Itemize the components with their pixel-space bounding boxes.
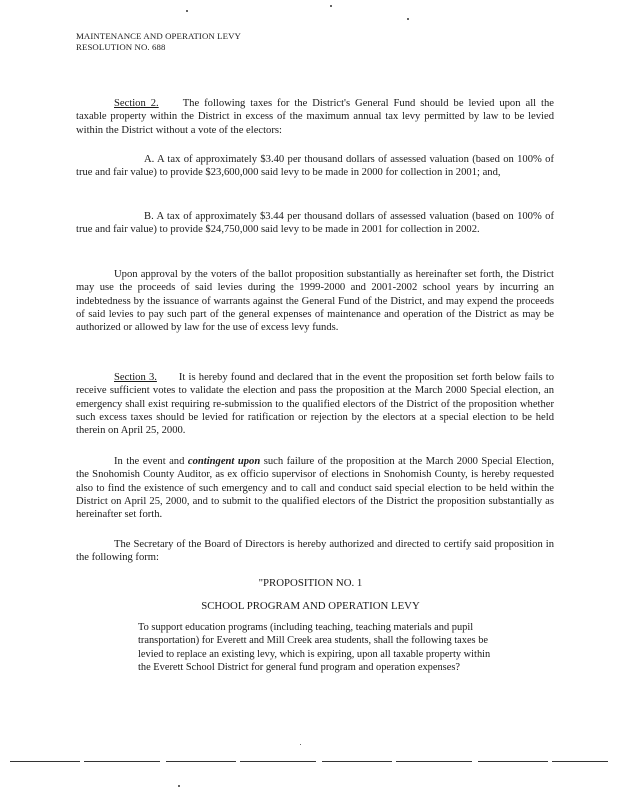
document-header bbox=[76, 31, 241, 52]
section-3-text: It is hereby found and declared that in the event the proposition set forth below fails to receive sufficient votes to validate the election and pass the proposition at the March 2000 Special election, an emergency shall exist requiring re-submission to the qualified electors of the District of the proposition whether such excess taxes should be levied for ratification or rejection by the electors at a special election to be held therein on April 25, 2000. bbox=[76, 372, 554, 437]
scan-edge-line bbox=[10, 761, 608, 762]
scan-speck bbox=[178, 785, 180, 787]
proposition-number: "PROPOSITION NO. 1 bbox=[258, 577, 363, 589]
scan-speck bbox=[300, 744, 301, 745]
secretary-paragraph bbox=[76, 538, 554, 565]
approval-text: Upon approval by the voters of the ballot proposition substantially as hereinafter set forth, the District may use the proceeds of said levies during the 1999-2000 and 2001-2002 school years by incurring an indebtedness by the issuance of warrants against the General Fund of the District, and may expend the proceeds of said levies to pay such part of the general expenses of maintenance and operation of the District as may be authorized or allowed by law for the use of excess levy funds. bbox=[76, 269, 554, 334]
item-a-text: A. A tax of approximately $3.40 per thousand dollars of assessed valuation (based on 100% of true and fair value) to provide $23,600,000 said levy to be made in 2000 for collection in 2001; and, bbox=[76, 154, 554, 179]
item-a-paragraph bbox=[76, 153, 554, 180]
contingent-paragraph bbox=[76, 455, 554, 521]
contingent-emphasis: contingent upon bbox=[187, 456, 261, 467]
approval-paragraph bbox=[76, 268, 554, 334]
scan-speck bbox=[330, 5, 332, 7]
item-b-paragraph bbox=[76, 210, 554, 237]
proposition-title: SCHOOL PROGRAM AND OPERATION LEVY bbox=[201, 600, 420, 612]
section-2-paragraph bbox=[76, 97, 554, 137]
header-resolution-number: RESOLUTION NO. 688 bbox=[76, 41, 166, 52]
scan-speck bbox=[186, 10, 188, 12]
section-2-label: Section 2. bbox=[114, 98, 159, 109]
section-3-label: Section 3. bbox=[114, 372, 157, 383]
secretary-text: The Secretary of the Board of Directors is hereby authorized and directed to certify said proposition in the following form: bbox=[76, 539, 554, 564]
item-b-text: B. A tax of approximately $3.44 per thousand dollars of assessed valuation (based on 100% of true and fair value) to provide $24,750,000 said levy to be made in 2001 for collection in 2002. bbox=[76, 211, 554, 236]
section-3-paragraph bbox=[76, 371, 554, 437]
section-2-text: The following taxes for the District's General Fund should be levied upon all the taxable property within the District in excess of the maximum annual tax levy permitted by law to be levied within the District without a vote of the electors: bbox=[76, 98, 554, 136]
header-title: MAINTENANCE AND OPERATION LEVY bbox=[76, 31, 241, 41]
proposition-question: To support education programs (including teaching, teaching materials and pupil transportation) for Everett and Mill Creek area students, shall the following taxes be levied to replace an existing levy, which is expiring, upon all taxable property within the Everett School District for general fund program and operation expenses? bbox=[138, 622, 491, 673]
scan-speck bbox=[407, 18, 409, 20]
contingent-text-start: In the event and bbox=[114, 456, 188, 467]
contingent-text-end: such failure of the proposition at the March 2000 Special Election, the Snohomish County Auditor, as ex officio supervisor of elections in Snohomish County, is hereby requested also to find the existence of such emergency and to call and conduct said special election to be held within the District on April 25, 2000, and to submit to the qualified electors of the District the proposition substantially as hereinafter set forth. bbox=[76, 456, 554, 521]
